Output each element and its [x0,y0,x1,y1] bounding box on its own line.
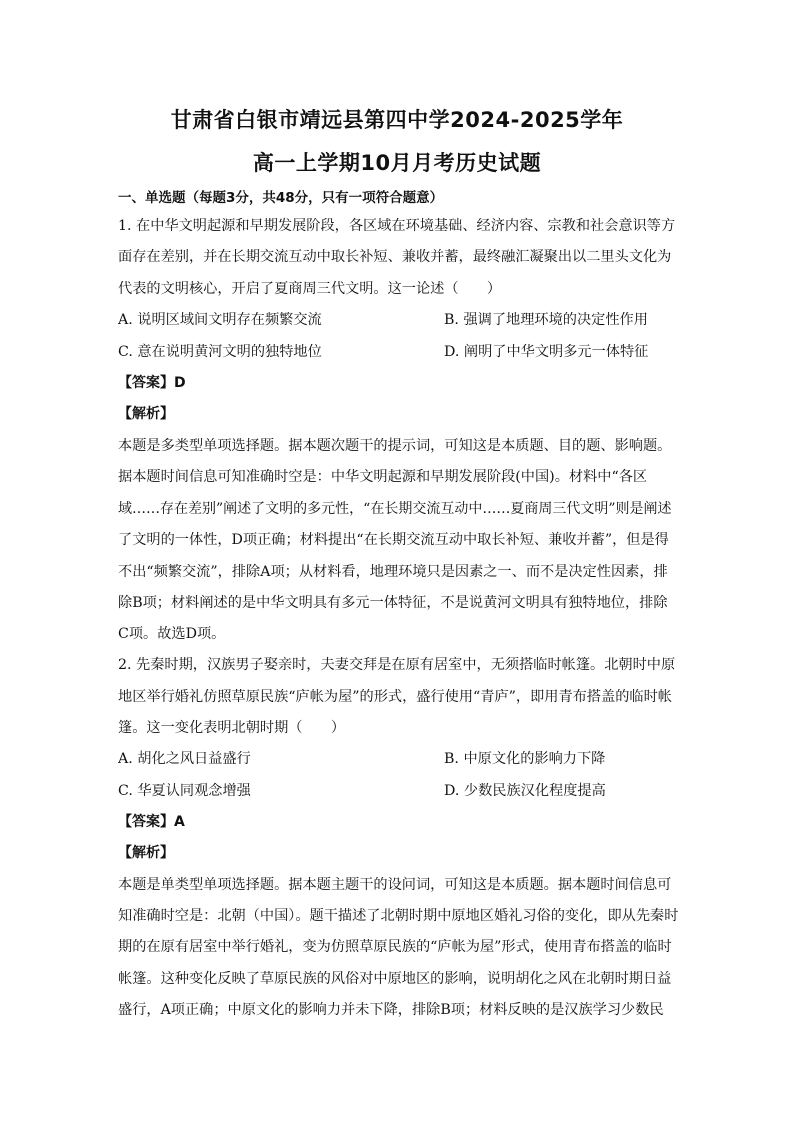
q1-analysis-label: 【解析】 [118,406,174,422]
q1-analysis-line: 本题是多类型单项选择题。据本题次题干的提示词，可知这是本质题、目的题、影响题。 [118,438,672,454]
q1-analysis-line: 了文明的一体性，D项正确；材料提出“在长期交流互动中取长补短、兼收并蓄”，但是得 [118,532,669,548]
q1-analysis-line: 据本题时间信息可知准确时空是：中华文明起源和早期发展阶段(中国)。材料中“各区 [118,469,648,485]
q2-analysis-line: 期的在原有居室中举行婚礼，变为仿照草原民族的“庐帐为屋”形式，使用青布搭盖的临时 [118,939,672,955]
title-line-2: 高一上学期10月月考历史试题 [252,151,542,175]
q1-answer: 【答案】D [118,375,186,391]
q2-stem-line: 2. 先秦时期，汉族男子娶亲时，夫妻交拜是在原有居室中，无须搭临时帐篷。北朝时中原 [118,657,676,673]
q2-analysis-line: 帐篷。这种变化反映了草原民族的风俗对中原地区的影响，说明胡化之风在北朝时期日益 [118,971,672,987]
q1-analysis-line: 域……存在差别”阐述了文明的多元性，“在长期交流互动中……夏商周三代文明”则是阐述 [118,501,672,517]
q2-analysis-line: 盛行，A项正确；中原文化的影响力并未下降，排除B项；材料反映的是汉族学习少数民 [118,1002,664,1018]
q2-answer: 【答案】A [118,814,185,830]
q2-stem-line: 地区举行婚礼仿照草原民族“庐帐为屋”的形式，盛行使用“青庐”，即用青布搭盖的临时帐 [118,689,672,705]
q1-option-c: C. 意在说明黄河文明的独特地位 [118,344,322,360]
q2-option-b: B. 中原文化的影响力下降 [444,751,606,767]
section-heading: 一、单选题（每题3分，共48分，只有一项符合题意） [118,190,444,206]
q2-option-a: A. 胡化之风日益盛行 [118,751,251,767]
q1-stem-line: 代表的文明核心，开启了夏商周三代文明。这一论述（ ） [118,281,502,297]
q2-analysis-line: 知准确时空是：北朝（中国）。题干描述了北朝时期中原地区婚礼习俗的变化，即从先秦时 [118,908,679,924]
q1-analysis-line: C项。故选D项。 [118,626,226,642]
q1-stem-line: 1. 在中华文明起源和早期发展阶段，各区域在环境基础、经济内容、宗教和社会意识等方 [118,218,676,234]
q2-option-c: C. 华夏认同观念增强 [118,783,251,799]
q1-stem-line: 面存在差别，并在长期交流互动中取长补短、兼收并蓄，最终融汇凝聚出以二里头文化为 [118,249,672,265]
q1-option-b: B. 强调了地理环境的决定性作用 [444,312,648,328]
q2-option-d: D. 少数民族汉化程度提高 [444,783,606,799]
q1-analysis-line: 除B项；材料阐述的是中华文明具有多元一体特征，不是说黄河文明具有独特地位，排除 [118,595,668,611]
q1-option-a: A. 说明区域间文明存在频繁交流 [118,312,322,328]
q1-option-d: D. 阐明了中华文明多元一体特征 [444,344,649,360]
q1-analysis-line: 不出“频繁交流”，排除A项；从材料看，地理环境只是因素之一、而不是决定性因素，排 [118,564,668,580]
title-line-1: 甘肃省白银市靖远县第四中学2024-2025学年 [170,108,624,132]
q2-analysis-line: 本题是单类型单项选择题。据本题主题干的设问词，可知这是本质题。据本题时间信息可 [118,877,672,893]
q2-stem-line: 篷。这一变化表明北朝时期（ ） [118,720,346,736]
q2-analysis-label: 【解析】 [118,845,174,861]
